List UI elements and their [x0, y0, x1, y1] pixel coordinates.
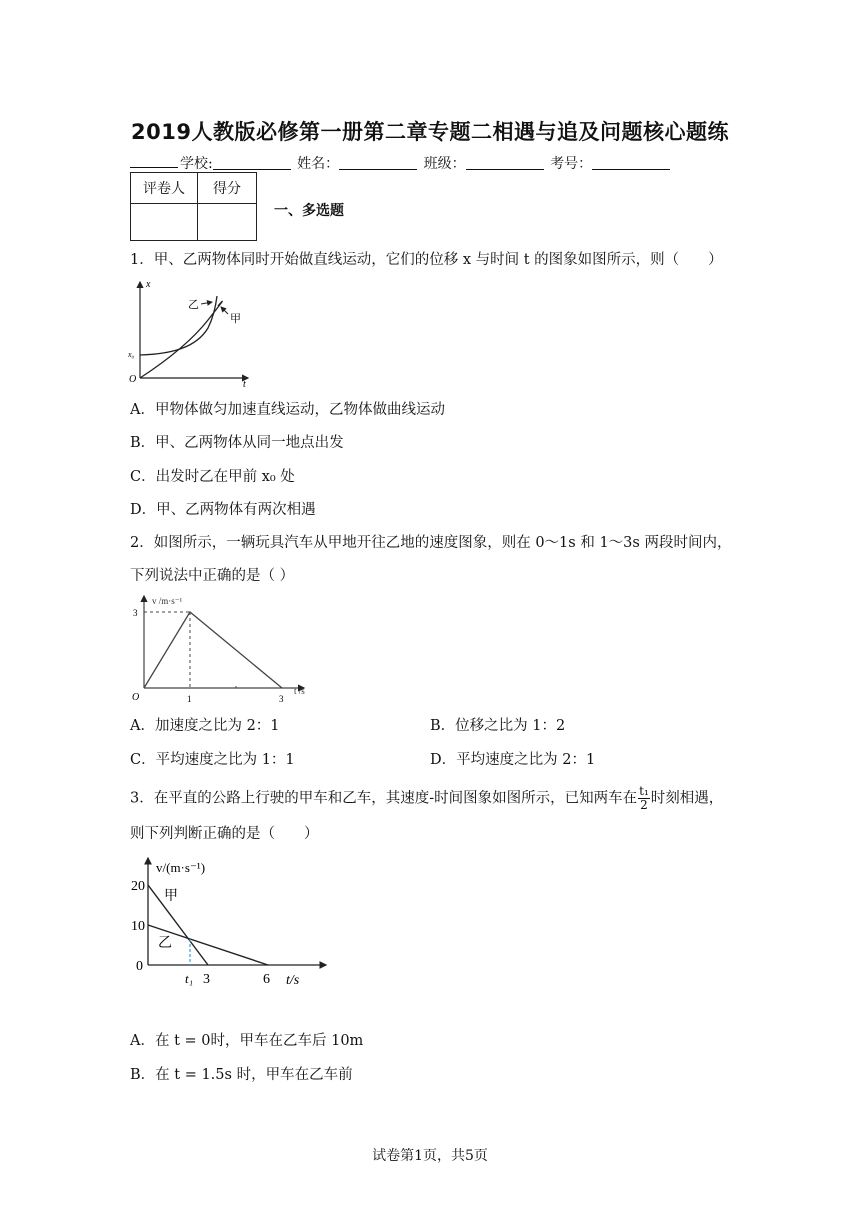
score-table: [130, 172, 257, 241]
question-3-figure: [126, 852, 336, 986]
question-2-stem-line2: 下列说法中正确的是（ ）: [130, 568, 295, 584]
q1-origin-label: O: [129, 374, 137, 385]
q2-y-axis-label: v /m·s⁻¹: [152, 596, 183, 606]
q3-tick-6: 6: [263, 972, 270, 986]
question-2-stem-line1: 2．如图所示，一辆玩具汽车从甲地开往乙地的速度图象，则在 0～1s 和 1～3s 两段时间内，: [130, 535, 732, 551]
q3-x-axis-label: t/s: [286, 973, 300, 986]
score-table-header-grader: 评卷人: [131, 173, 198, 204]
class-blank: [466, 155, 544, 170]
score-table-cell-score: [198, 204, 257, 241]
q2-option-a: A．加速度之比为 2：1: [130, 718, 280, 734]
q3-tick-t1: t₁: [185, 971, 194, 986]
q2-origin-label: O: [132, 692, 140, 703]
question-3-stem-line2: 则下列判断正确的是（ ）: [130, 826, 319, 842]
q1-option-a: A．甲物体做匀加速直线运动，乙物体做曲线运动: [130, 402, 445, 418]
q3-stem-part1: 3．在平直的公路上行驶的甲车和乙车，其速度-时间图象如图所示，已知两车在: [130, 790, 638, 807]
q2-x-axis-label: t /s: [294, 686, 305, 696]
q2-tick-x3: 3: [279, 694, 284, 704]
q2-tick-y3: 3: [133, 608, 138, 618]
score-table-cell-grader: [131, 204, 198, 241]
q2-tick-x1: 1: [187, 694, 192, 704]
q1-x0-label: x₀: [128, 350, 135, 359]
q3-y-axis-label: v/(m·s⁻¹): [156, 860, 206, 875]
q2-option-b: B．位移之比为 1：2: [430, 718, 566, 734]
q1-x-axis-label: t: [243, 379, 246, 388]
q2-velocity-line: [144, 612, 282, 688]
q1-option-c: C．出发时乙在甲前 x₀ 处: [130, 469, 295, 485]
q3-fraction-den: 2: [640, 798, 648, 812]
document-title: 2019人教版必修第一册第二章专题二相遇与追及问题核心题练: [131, 120, 729, 144]
student-info-line: [180, 153, 672, 173]
q3-tick-10: 10: [131, 919, 145, 934]
question-3-stem-line1: [130, 785, 723, 812]
number-blank: [592, 155, 670, 170]
school-label: 学校:: [180, 156, 213, 172]
q2-option-c: C．平均速度之比为 1：1: [130, 752, 295, 768]
q3-tick-0: 0: [136, 959, 143, 974]
question-1-figure: [126, 276, 256, 388]
name-label: 姓名：: [297, 156, 340, 172]
q1-y-axis-label: x: [146, 279, 151, 290]
q3-option-a: A．在 t = 0时，甲车在乙车后 10m: [130, 1033, 364, 1049]
question-2-figure: [126, 592, 308, 706]
q3-option-b: B．在 t = 1.5s 时，甲车在乙车前: [130, 1067, 353, 1083]
q2-option-d: D．平均速度之比为 2：1: [430, 752, 596, 768]
page-footer: 试卷第1页，共5页: [372, 1148, 488, 1164]
q1-curve-yi: [140, 301, 222, 378]
q3-label-jia: 甲: [164, 889, 178, 904]
name-blank: [339, 155, 417, 170]
question-1-stem: 1．甲、乙两物体同时开始做直线运动，它们的位移 x 与时间 t 的图象如图所示，则（ ）: [130, 252, 723, 268]
school-blank: [213, 155, 291, 170]
score-table-header-score: 得分: [198, 173, 257, 204]
q3-fraction-num: t₁: [639, 784, 649, 798]
q1-option-b: B．甲、乙两物体从同一地点出发: [130, 435, 344, 451]
q1-option-d: D．甲、乙两物体有两次相遇: [130, 502, 316, 518]
number-label: 考号：: [550, 156, 593, 172]
q1-curve-jia: [140, 296, 217, 355]
q1-label-yi: 乙: [188, 299, 199, 311]
info-leading-blank: [130, 153, 178, 168]
q1-label-jia: 甲: [230, 313, 241, 325]
q3-fraction: [638, 785, 650, 812]
class-label: 班级：: [423, 156, 466, 172]
q3-label-yi: 乙: [158, 936, 172, 951]
section-heading: 一、多选题: [274, 203, 344, 219]
q3-tick-3: 3: [203, 972, 210, 986]
q3-stem-part2: 时刻相遇，: [650, 790, 724, 807]
q3-line-jia: [148, 885, 208, 965]
q3-tick-20: 20: [131, 879, 145, 894]
